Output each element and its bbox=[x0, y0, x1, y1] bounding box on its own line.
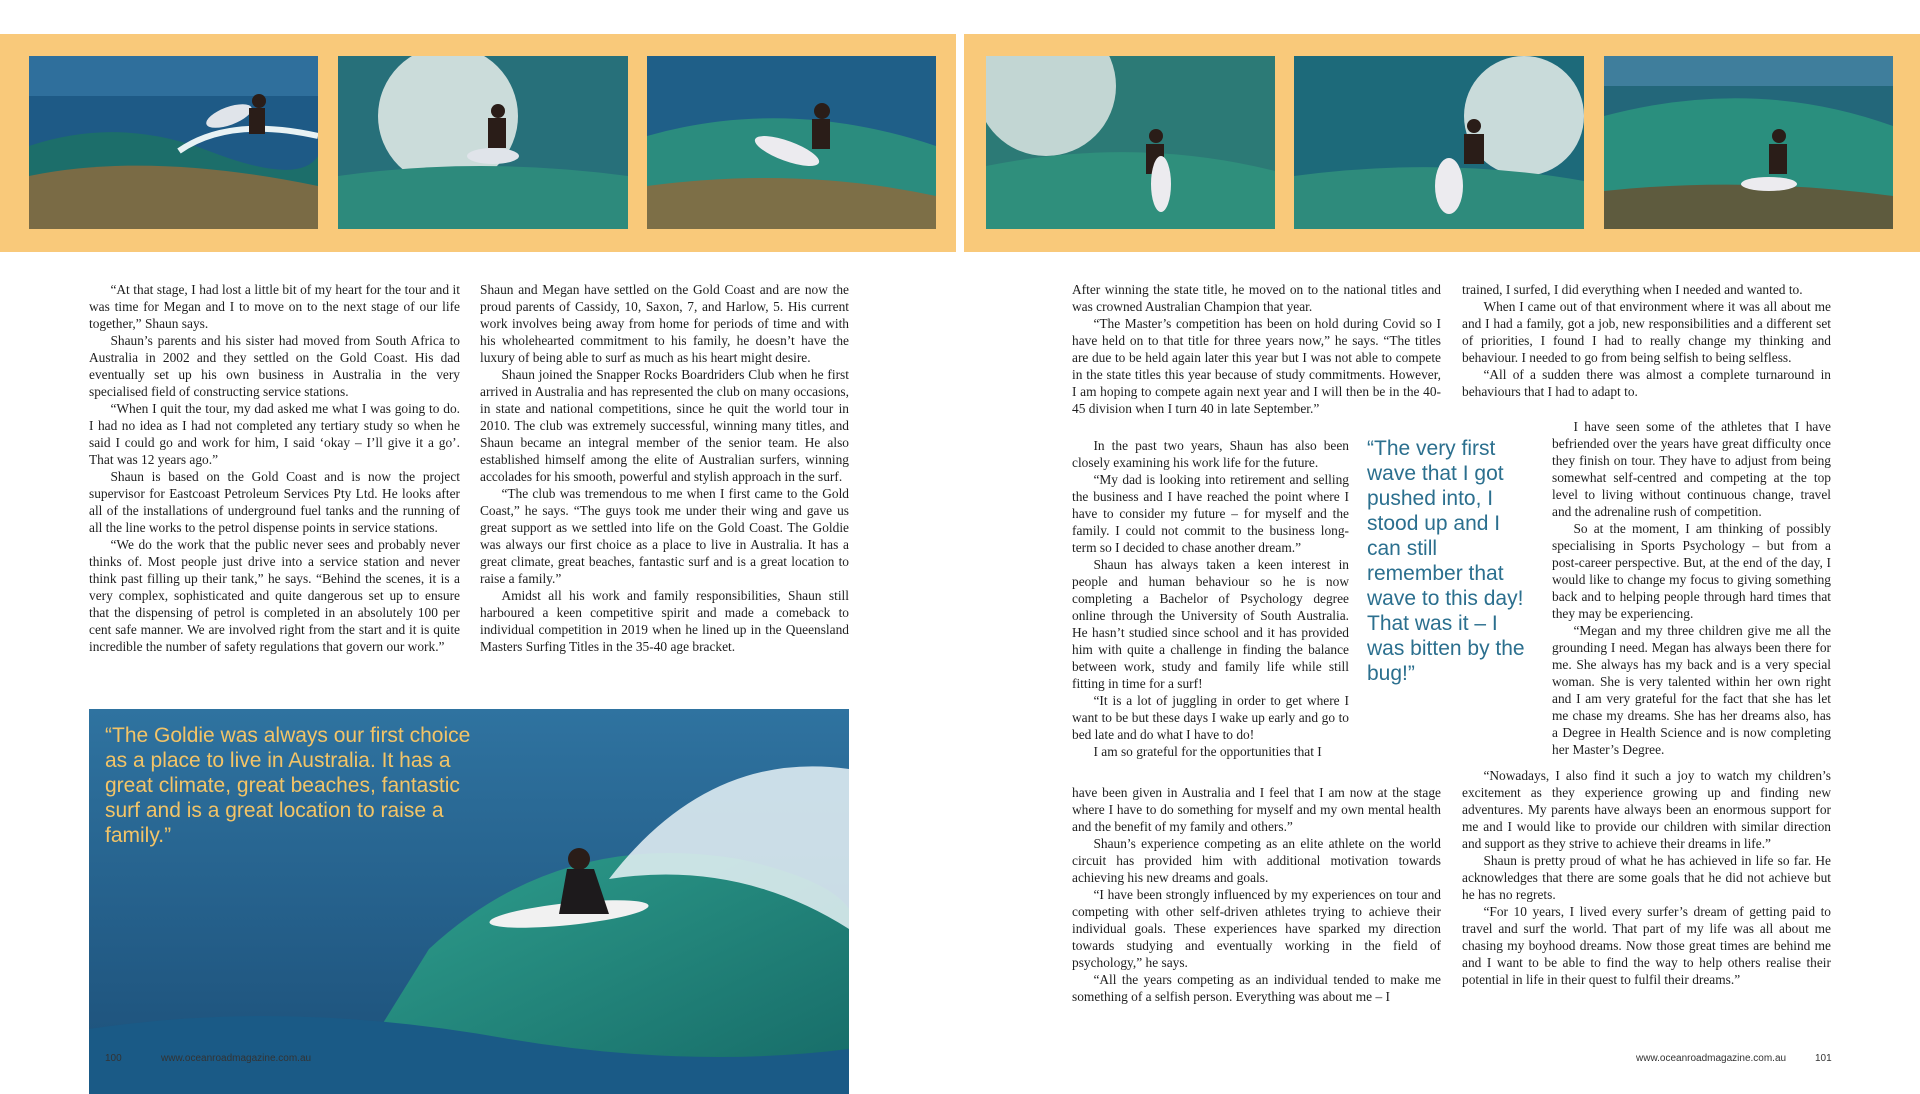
surf-photo-3 bbox=[647, 56, 936, 229]
surf-photo-1 bbox=[29, 56, 318, 229]
url-left: www.oceanroadmagazine.com.au bbox=[161, 1053, 312, 1064]
paragraph: Shaun is pretty proud of what he has achieved in life so far. He acknowledges that there are some goals that he did not achieve but he has no regrets. bbox=[1462, 853, 1831, 902]
paragraph: Shaun’s parents and his sister had moved from South Africa to Australia in 2002 and they settled on the Gold Coast. His dad eventually set up his own business in Australia in the very specialised field of constructing service stations. bbox=[89, 333, 460, 399]
paragraph: “For 10 years, I lived every surfer’s dream of getting paid to travel and surf the world. That part of my life was all about me chasing my boyhood dreams. Now those great times are behind me and I want to be able to find the way to help others realise their potential in life in their quest to fulfil their dreams.” bbox=[1462, 904, 1831, 987]
paragraph: I am so grateful for the opportunities that I bbox=[1093, 744, 1322, 759]
surf-photo-5 bbox=[1294, 56, 1584, 229]
left-column-1 bbox=[89, 281, 460, 655]
paragraph: “My dad is looking into retirement and selling the business and I have reached the point where I have to consider my future – for myself and the family. I could not commit to the business long-term so I decided to chase another dream.” bbox=[1072, 472, 1349, 555]
right-column-1-bottom bbox=[1072, 784, 1441, 1005]
paragraph: In the past two years, Shaun has also been closely examining his work life for the future. bbox=[1072, 438, 1349, 470]
paragraph: have been given in Australia and I feel that I am now at the stage where I have to do something for myself and my own mental health and the benefit of my family and others.” bbox=[1072, 785, 1441, 834]
paragraph: “Megan and my three children give me all the grounding I need. Megan has always been there for me. She always has my back and is a very special woman. She is very talented within her own right and I am very grateful for the fact that she has let me chase my dreams. She has her dreams also, has a Degree in Health Science and is now completing her Master’s Degree. bbox=[1552, 623, 1831, 757]
right-column-1-narrow bbox=[1072, 437, 1349, 760]
page-number-right: 101 bbox=[1815, 1053, 1832, 1064]
surf-photo-2 bbox=[338, 56, 628, 229]
right-column-2-top bbox=[1462, 281, 1831, 400]
right-column-2-narrow bbox=[1552, 418, 1831, 758]
paragraph: trained, I surfed, I did everything when I needed and wanted to. bbox=[1462, 282, 1803, 297]
url-right: www.oceanroadmagazine.com.au bbox=[1636, 1053, 1787, 1064]
paragraph: “It is a lot of juggling in order to get where I want to be but these days I wake up early and go to bed late and do what I have to do! bbox=[1072, 693, 1349, 742]
page-number-left: 100 bbox=[105, 1053, 122, 1064]
pull-quote-left: “The Goldie was always our first choice as a place to live in Australia. It has a great climate, great beaches, fantastic surf and is a great location to raise a family.” bbox=[105, 724, 471, 847]
paragraph: “The Master’s competition has been on hold during Covid so I have held on to that title for three years now,” he says. “The titles are due to be held again later this year but I was not able to compete in the state titles this year because of study commitments. However, I am hoping to compete again next year and I will then be in the 40-45 division when I turn 40 in late September.” bbox=[1072, 316, 1441, 416]
pull-quote-right: “The very first wave that I got pushed into, I stood up and I can still remember that wave to this day! That was it – I was bitten by the bug!” bbox=[1367, 437, 1525, 685]
paragraph: Shaun joined the Snapper Rocks Boardriders Club when he first arrived in Australia and has represented the club on many occasions, in state and national competitions, since he quit the world tour in 2010. The club was extremely successful, winning many titles, and Shaun became an integral member of the senior team. He also established himself among the elite of Australian surfers, winning accolades for his smooth, powerful and stylish approach in the surf. bbox=[480, 367, 849, 484]
paragraph: “We do the work that the public never sees and probably never thinks of. Most people just drive into a service station and never think past filling up their tank,” he says. “Behind the scenes, it is a very complex, sophisticated and quite dangerous set up to ensure that the dispensing of petrol is completed in an absolutely 100 per cent safe manner. We are involved right from the start and it is quite incredible the number of safety regulations that govern our work.” bbox=[89, 537, 460, 654]
paragraph: Amidst all his work and family responsibilities, Shaun still harboured a keen competitive spirit and made a comeback to individual competition in 2019 when he lined up in the Queensland Masters Surfing Titles in the 35-40 age bracket. bbox=[480, 588, 849, 654]
paragraph: Shaun is based on the Gold Coast and is now the project supervisor for Eastcoast Petroleum Services Pty Ltd. He looks after all of the installations of underground fuel tanks and the running of all the line works to the petrol dispense points in service stations. bbox=[89, 469, 460, 535]
paragraph: Shaun’s experience competing as an elite athlete on the world circuit has provided him with additional motivation towards achieving his new dreams and goals. bbox=[1072, 836, 1441, 885]
right-column-1-top bbox=[1072, 281, 1441, 417]
paragraph: “Nowadays, I also find it such a joy to watch my children’s excitement as they experience growing up and finding new adventures. My parents have always been an enormous support for me and I would like to provide our children with similar direction and support as they strive to achieve their dreams in life.” bbox=[1462, 768, 1831, 851]
paragraph: So at the moment, I am thinking of possibly specialising in Sports Psychology – but from a post-career perspective. But, at the end of the day, I would like to change my focus to giving something back and to helping people through hard times that they may be experiencing. bbox=[1552, 521, 1831, 621]
paragraph: “I have been strongly influenced by my experiences on tour and competing with other self-driven athletes trying to achieve their individual goals. These experiences have sparked my direction towards studying and eventually working in the field of psychology,” he says. bbox=[1072, 887, 1441, 970]
paragraph: “At that stage, I had lost a little bit of my heart for the tour and it was time for Megan and I to move on to the next stage of our life together,” Shaun says. bbox=[89, 282, 460, 331]
left-column-2 bbox=[480, 281, 849, 655]
surf-photo-4 bbox=[986, 56, 1275, 229]
paragraph: “All the years competing as an individual tended to make me something of a selfish person. Everything was about me – I bbox=[1072, 972, 1441, 1004]
paragraph: When I came out of that environment where it was all about me and I had a family, got a job, new responsibilities and a different set of priorities, I found I had to really change my thinking and behaviour. I needed to go from being selfish to being selfless. bbox=[1462, 299, 1831, 365]
paragraph: I have seen some of the athletes that I have befriended over the years have great difficulty once they finish on tour. They have to adjust from being somewhat self-centred and competing at the top level to living without continuous change, travel and the adrenaline rush of competition. bbox=[1552, 419, 1831, 519]
paragraph: “When I quit the tour, my dad asked me what I was going to do. I had no idea as I had not completed any tertiary study so when he said I could go and work for him, I said ‘okay – I’ll give it a go’. That was 12 years ago.” bbox=[89, 401, 460, 467]
paragraph: “All of a sudden there was almost a complete turnaround in behaviours that I had to adapt to. bbox=[1462, 367, 1831, 399]
right-column-2-bottom bbox=[1462, 767, 1831, 988]
paragraph: “The club was tremendous to me when I first came to the Gold Coast,” he says. “The guys took me under their wing and gave us great support as we settled into life on the Gold Coast. The Goldie was always our first choice as a place to live in Australia. It has a great climate, great beaches, fantastic surf and is a great location to raise a family.” bbox=[480, 486, 849, 586]
surf-photo-6 bbox=[1604, 56, 1893, 229]
paragraph: Shaun has always taken a keen interest in people and human behaviour so he is now completing a Bachelor of Psychology degree online through the University of South Australia. He hasn’t studied since school and it has provided him with quite a challenge in finding the balance between work, study and family life while still fitting in time for a surf! bbox=[1072, 557, 1349, 691]
paragraph: After winning the state title, he moved on to the national titles and was crowned Australian Champion that year. bbox=[1072, 282, 1441, 314]
paragraph: Shaun and Megan have settled on the Gold Coast and are now the proud parents of Cassidy, 10, Saxon, 7, and Harlow, 5. His current work involves being away from home for periods of time and with his wholehearted commitment to his family, he doesn’t have the luxury of being able to surf as much as his heart might desire. bbox=[480, 282, 849, 365]
